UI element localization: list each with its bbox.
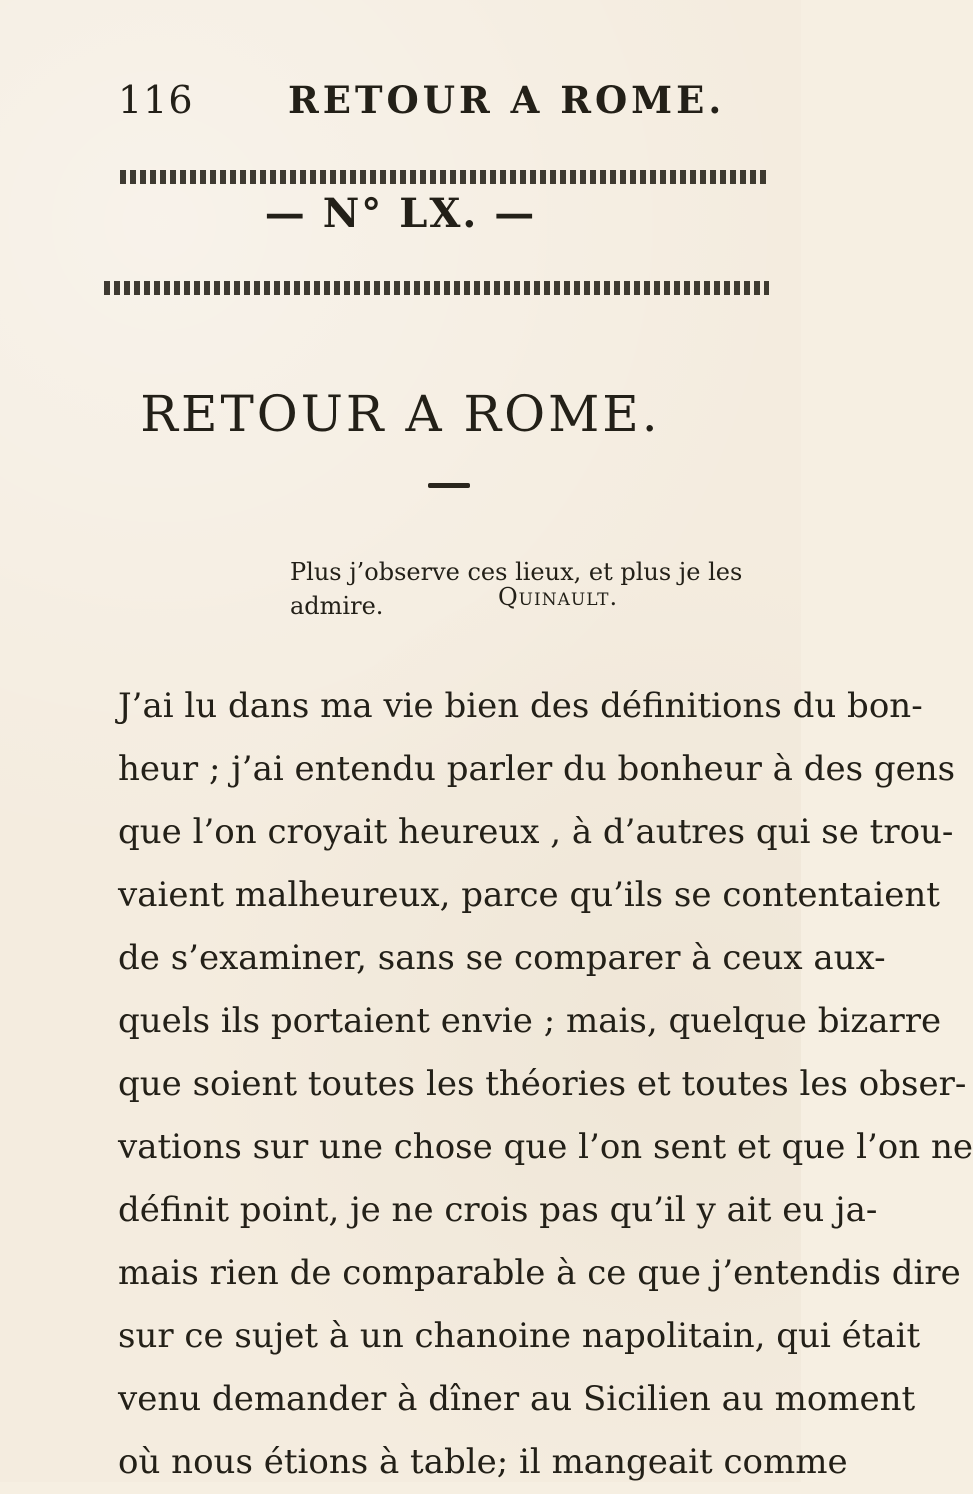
page-number: 116 [118,78,194,122]
body-line-1: J’ai lu dans ma vie bien des définitions du bon- [118,686,923,726]
epigraph-text: Plus j’observe ces lieux, et plus je les admire. [290,558,743,620]
body-line-7: que soient toutes les théories et toutes les obser- [118,1064,967,1104]
body-line-12: venu demander à dîner au Sicilien au moment [118,1379,916,1419]
body-line-9: définit point, je ne crois pas qu’il y ait eu ja- [118,1190,878,1230]
body-line-6: quels ils portaient envie ; mais, quelque bizarre [118,1001,942,1041]
running-title: RETOUR A ROME. [288,78,726,122]
chapter-title: RETOUR A ROME. [140,385,661,443]
body-line-5: de s’examiner, sans se comparer à ceux aux- [118,938,886,978]
body-line-4: vaient malheureux, parce qu’ils se contentaient [118,875,940,915]
body-line-3: que l’on croyait heureux , à d’autres qui se trou- [118,812,954,852]
body-line-11: sur ce sujet à un chanoine napolitain, qui était [118,1316,921,1356]
body-line-2: heur ; j’ai entendu parler du bonheur à des gens [118,749,956,789]
top-ornamental-rule [120,170,770,184]
bottom-ornamental-rule [104,281,769,295]
epigraph-author: Quinault. [498,583,619,611]
body-line-8: vations sur une chose que l’on sent et que l’on ne [118,1127,973,1167]
running-head [0,78,801,128]
title-rule [428,483,470,488]
section-number: — N° LX. — [264,190,537,237]
body-line-13: où nous étions à table; il mangeait comme [118,1442,848,1482]
body-line-10: mais rien de comparable à ce que j’entendis dire [118,1253,961,1293]
body-text [118,675,973,1494]
